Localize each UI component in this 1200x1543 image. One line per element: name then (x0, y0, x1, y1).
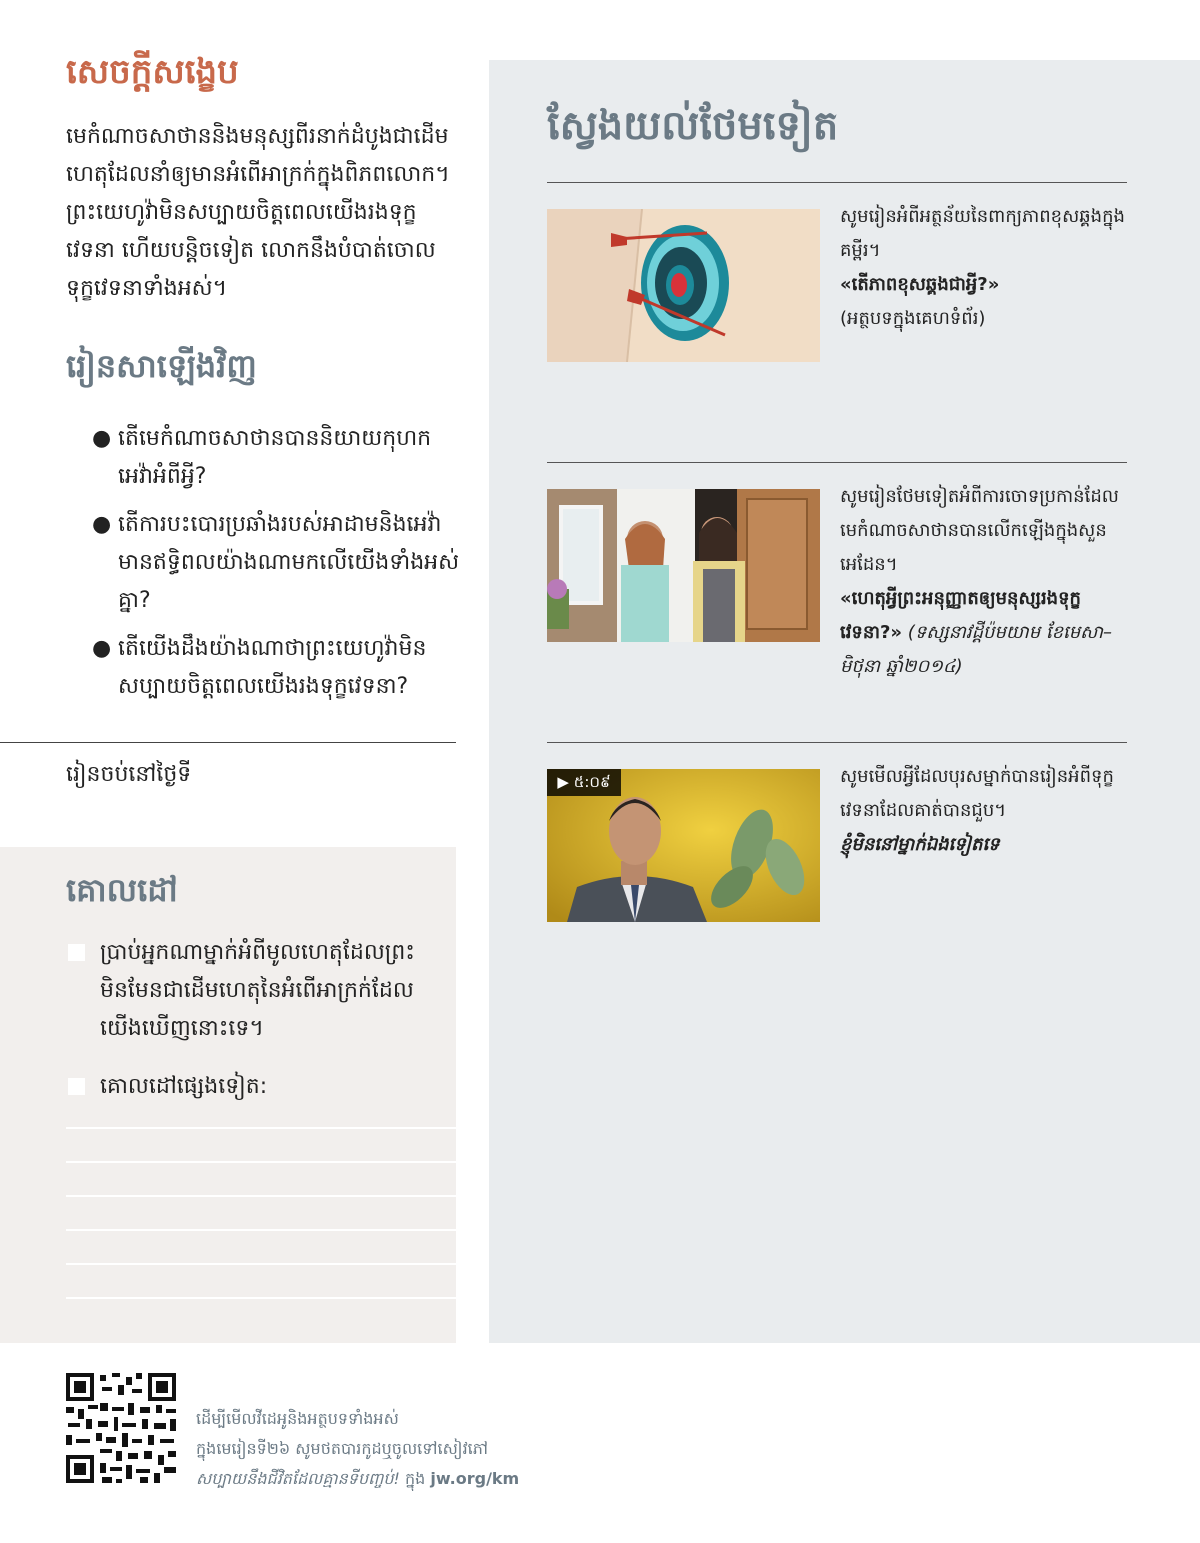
divider (547, 742, 1127, 743)
write-line[interactable] (66, 1195, 456, 1197)
write-line[interactable] (66, 1161, 456, 1163)
qr-code-icon[interactable] (66, 1373, 176, 1487)
bullet-icon: ● (92, 636, 112, 661)
review-question (92, 630, 462, 706)
play-icon[interactable]: ▶ ៥:០៩ (547, 769, 621, 796)
explore-item-text: សូមមើលអ្វីដែលបុរសម្នាក់បានរៀនអំពីទុក្ខវេទនាដែលគាត់បានជួប។ (840, 766, 1114, 821)
review-question (92, 506, 462, 620)
goal-text: គោលដៅផ្សេងទៀត: (100, 1074, 268, 1099)
write-line[interactable] (66, 1297, 456, 1299)
review-question-text: តើមេកំណាចសាថានបាននិយាយកុហកអេវ៉ាអំពីអ្វី? (118, 426, 432, 489)
goal-text: ប្រាប់អ្នកណាម្នាក់អំពីមូលហេតុដែលព្រះមិនមែនជាដើមហេតុនៃអំពើអាក្រក់ដែលយើងឃើញនោះទេ។ (100, 940, 415, 1041)
explore-item-source: (អត្ថបទក្នុងគេហទំព័រ) (840, 308, 986, 329)
video-thumbnail[interactable] (547, 769, 820, 922)
website-link[interactable]: jw.org/km (430, 1469, 520, 1488)
review-heading: រៀនសាឡើងវិញ (66, 347, 257, 385)
goal-item-other[interactable] (68, 1068, 438, 1106)
review-question-text: តើយើងដឹងយ៉ាងណាថាព្រះយេហូវ៉ាមិនសប្បាយចិត្តពេលយើងរងទុក្ខវេទនា? (118, 636, 427, 699)
divider (0, 742, 456, 743)
summary-text: មេកំណាចសាថាននិងមនុស្សពីរនាក់ដំបូងជាដើមហេតុដែលនាំឲ្យមានអំពើអាក្រក់ក្នុងពិភពលោក។ ព្រះយេហូវ៉ាមិនសប្បាយចិត្តពេលយើងរងទុក្ខវេទនា ហើយបន្តិចទៀត លោកនឹងបំបាត់ចោលទុក្ខវេទនាទាំងអស់។ (66, 124, 450, 301)
explore-item-source: (ទស្សនាវដ្ដីប៉មយាម ខែមេសា–មិថុនា ឆ្នាំ២០១៤) (840, 622, 1113, 677)
in-word: ក្នុង (399, 1469, 431, 1488)
explore-item-link[interactable]: ខ្ញុំមិននៅម្នាក់ឯងទៀតទេ (840, 834, 1000, 855)
explore-item-link[interactable]: «តើភាពខុសឆ្គងជាអ្វី?» (840, 274, 1000, 295)
goals-heading: គោលដៅ (66, 871, 178, 909)
bullet-icon: ● (92, 426, 112, 451)
divider (547, 182, 1127, 183)
target-thumbnail[interactable] (547, 209, 820, 362)
review-question-text: តើការបះបោរប្រឆាំងរបស់អាដាមនិងអេវ៉ាមានឥទ្ធិពលយ៉ាងណាមកលើយើងទាំងអស់គ្នា? (118, 512, 460, 613)
book-title: សប្បាយនឹងជីវិតដែលគ្មានទីបញ្ចប់! (196, 1469, 400, 1488)
bullet-icon: ● (92, 512, 112, 537)
explore-item (840, 760, 1125, 862)
doorway-thumbnail[interactable] (547, 489, 820, 642)
review-question (92, 420, 462, 496)
footer-line: ដើម្បីមើលវីដេអូនិងអត្ថបទទាំងអស់ (196, 1409, 399, 1428)
explore-item-link[interactable]: «ហេតុអ្វីព្រះអនុញ្ញាតឲ្យមនុស្សរងទុក្ខវេទនា?» (840, 588, 1081, 643)
explore-item (840, 480, 1125, 684)
write-line[interactable] (66, 1127, 456, 1129)
review-questions (92, 420, 462, 716)
footer-line (196, 1464, 696, 1494)
completed-date-label[interactable]: រៀនចប់នៅថ្ងៃទី (66, 762, 192, 787)
footer-line: ក្នុងមេរៀនទី២៦ សូមថតបារកូដឬចូលទៅសៀវភៅ (196, 1439, 488, 1458)
checkbox-icon[interactable] (68, 944, 85, 961)
explore-item (840, 200, 1125, 336)
divider (547, 462, 1127, 463)
footer-text (196, 1404, 696, 1494)
write-line[interactable] (66, 1229, 456, 1231)
explore-item-text: សូមរៀនអំពីអត្ថន័យនៃពាក្យភាពខុសឆ្គងក្នុងគម្ពីរ។ (840, 206, 1125, 261)
write-line[interactable] (66, 1263, 456, 1265)
goal-item[interactable] (68, 934, 438, 1048)
checkbox-icon[interactable] (68, 1078, 85, 1095)
explore-item-text: សូមរៀនថែមទៀតអំពីការចោទប្រកាន់ដែលមេកំណាចសាថានបានលើកឡើងក្នុងសួនអេដែន។ (840, 486, 1119, 575)
summary-heading: សេចក្ដីសង្ខេប (66, 52, 239, 92)
explore-heading: ស្វែងយល់ថែមទៀត (547, 103, 839, 149)
